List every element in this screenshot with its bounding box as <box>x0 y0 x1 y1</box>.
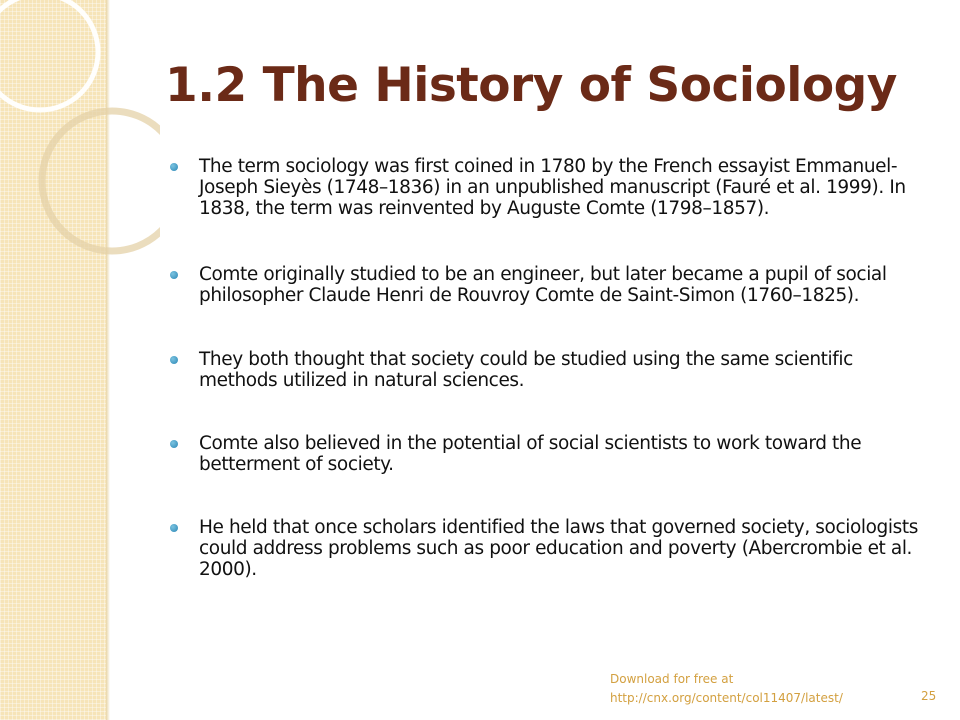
bullet-item <box>170 264 930 306</box>
bullet-item <box>170 433 930 475</box>
bullet-dot-icon <box>170 356 178 364</box>
bullet-text: They both thought that society could be studied using the same scientific methods utilized in natural sciences. <box>199 349 853 391</box>
bullet-item <box>170 349 930 391</box>
bullet-list <box>170 156 930 622</box>
bullet-text: Comte originally studied to be an engineer, but later became a pupil of social philosopher Claude Henri de Rouvroy Comte de Saint-Simon (1760–1825). <box>199 264 887 306</box>
footer-source-url[interactable]: http://cnx.org/content/col11407/latest/ <box>610 691 843 705</box>
bullet-item <box>170 517 930 580</box>
footer-source <box>610 670 843 708</box>
decorative-ring-bottom <box>42 111 160 251</box>
decorative-ring-top <box>0 0 98 110</box>
bullet-dot-icon <box>170 163 178 171</box>
bullet-text: The term sociology was first coined in 1780 by the French essayist Emmanuel-Joseph Sieyès (1748–1836) in an unpublished manuscript (Fauré et al. 1999). In 1838, the term was reinvented by Auguste Comte (1798–1857). <box>199 156 906 219</box>
decorative-rings <box>0 0 160 260</box>
bullet-text: He held that once scholars identified the laws that governed society, sociologists could address problems such as poor education and poverty (Abercrombie et al. 2000). <box>199 517 918 580</box>
bullet-text: Comte also believed in the potential of social scientists to work toward the betterment of society. <box>199 433 862 475</box>
page-number: 25 <box>921 689 937 703</box>
bullet-dot-icon <box>170 524 178 532</box>
bullet-dot-icon <box>170 271 178 279</box>
slide-title: 1.2 The History of Sociology <box>165 58 897 113</box>
bullet-dot-icon <box>170 440 178 448</box>
bullet-item <box>170 156 930 219</box>
footer-source-line1: Download for free at <box>610 672 734 686</box>
